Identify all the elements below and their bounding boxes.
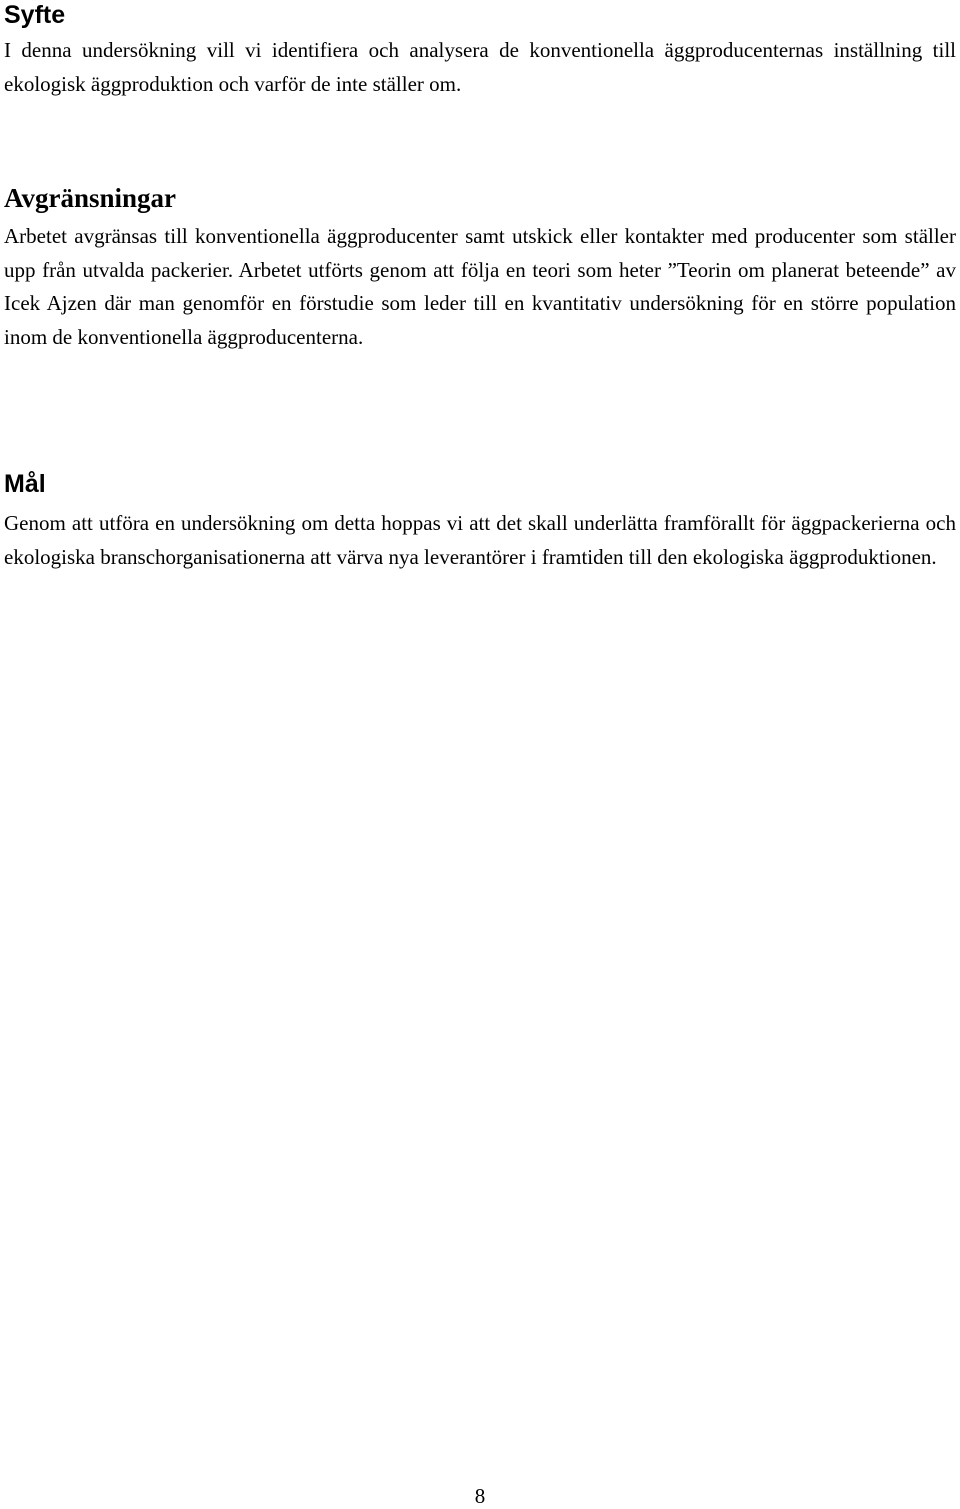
section-heading-syfte: Syfte: [4, 1, 66, 29]
section-heading-avgransningar: Avgränsningar: [4, 183, 177, 213]
page-number: 8: [474, 1484, 486, 1508]
section-body-mal: Genom att utföra en undersökning om detta hoppas vi att det skall underlätta framförallt för äggpackerierna och ekologiska branschorganisationerna att värva nya leverantörer i framtiden till den ekologiska äggproduktionen.: [4, 511, 956, 569]
section-avgransningar: [4, 183, 956, 354]
section-body-syfte: I denna undersökning vill vi identifiera och analysera de konventionella äggproducenternas inställning till ekologisk äggproduktion och varför de inte ställer om.: [4, 38, 956, 96]
section-syfte: [4, 0, 956, 101]
section-heading-mal: Mål: [4, 470, 46, 498]
section-mal: [4, 469, 956, 574]
section-body-avgransningar: Arbetet avgränsas till konventionella äggproducenter samt utskick eller kontakter med producenter som ställer upp från utvalda packerier. Arbetet utförts genom att följa en teori som heter ”Teorin om planerat beteende” av Icek Ajzen där man genomför en förstudie som leder till en kvantitativ undersökning för en större population inom de konventionella äggproducenterna.: [4, 224, 956, 349]
